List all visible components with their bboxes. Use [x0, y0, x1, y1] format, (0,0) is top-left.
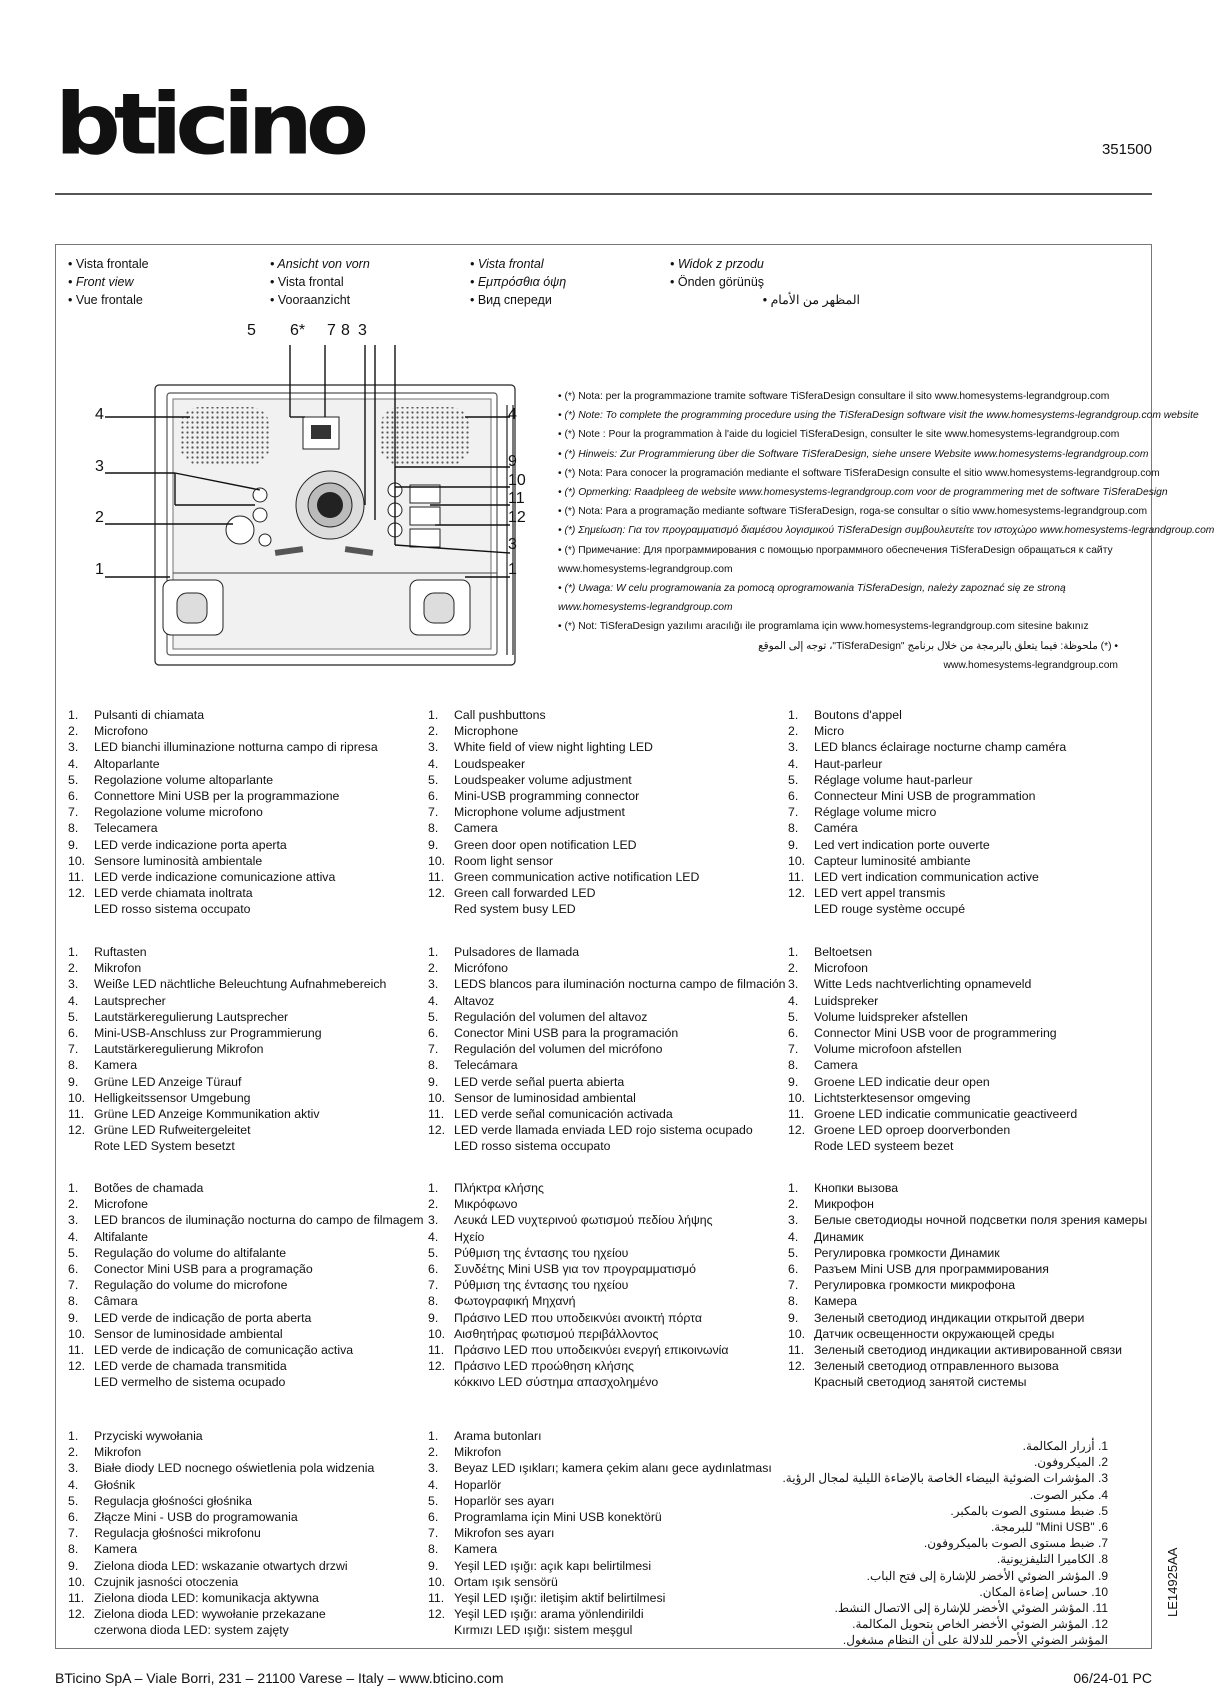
legend-item: 8. Kamera: [68, 1542, 138, 1557]
legend-item: 4. Loudspeaker: [428, 756, 526, 771]
legend-item: 12. Grüne LED Rufweitergeleitet: [68, 1123, 251, 1138]
front-view-caption: • Ansicht von vorn: [270, 257, 370, 271]
legend-item: 2. Mikrofon: [428, 1445, 502, 1460]
legend-item: 9. Zielona dioda LED: wskazanie otwartych drzwi: [68, 1558, 348, 1573]
programming-note: • (*) Note : Pour la programmation à l'aide du logiciel TiSferaDesign, consulter le site www.homesystems-legrandgroup.com: [558, 429, 1120, 441]
legend-item: 2. Microfoon: [788, 961, 868, 976]
legend-item: 8. Kamera: [68, 1058, 138, 1073]
legend-list-tr: [428, 1428, 773, 1639]
legend-item-continuation: czerwona dioda LED: system zajęty: [94, 1623, 289, 1638]
speaker-grille-right: [380, 407, 470, 465]
diagram-callout-number: 12: [508, 509, 526, 526]
front-view-caption: • Önden görünüş: [670, 275, 765, 289]
legend-item: 4. Głośnik: [68, 1477, 136, 1492]
legend-item: 6. Conector Mini USB para a programação: [68, 1262, 313, 1277]
legend-item: 6. Złącze Mini - USB do programowania: [68, 1510, 298, 1525]
legend-item: 6. Συνδέτης Mini USB για τον προγραμματισμό: [428, 1262, 696, 1277]
legend-list-it: [68, 707, 413, 918]
diagram-callout-number: 4: [508, 406, 517, 423]
legend-item: 5. Regolazione volume altoparlante: [68, 772, 274, 787]
legend-list-pl: [68, 1428, 413, 1639]
legend-item: 11. LED verde indicazione comunicazione attiva: [68, 870, 336, 885]
legend-item: 1. Beltoetsen: [788, 945, 873, 959]
legend-item-arabic: 2. الميكروفون.: [1033, 1455, 1108, 1470]
legend-item-arabic: 3. المؤشرات الضوئية البيضاء الخاصة بالإضاءة الليلية لمجال الرؤية.: [782, 1471, 1108, 1486]
legend-item: 6. Programlama için Mini USB konektörü: [428, 1510, 662, 1525]
diagram-callout-number: 7: [327, 322, 336, 339]
legend-item: 3. Beyaz LED ışıkları; kamera çekim alanı gece aydınlatması: [428, 1461, 772, 1476]
legend-item: 2. Micro: [788, 724, 845, 739]
legend-item: 11. Πράσινο LED που υποδεικνύει ενεργή επικοινωνία: [428, 1343, 729, 1358]
legend-item-arabic: 4. مكبر الصوت.: [1029, 1487, 1108, 1502]
front-view-caption-group: [670, 255, 860, 309]
diagram-callout-number: 11: [508, 490, 525, 507]
front-view-caption: • Vista frontal: [470, 257, 544, 271]
legend-item: 7. Réglage volume micro: [788, 805, 937, 820]
legend-item-continuation: LED rouge système occupé: [814, 902, 966, 917]
programming-note: • (*) Opmerking: Raadpleeg de website www.homesystems-legrandgroup.com voor de programmering met de software TiSferaDesign: [558, 487, 1168, 499]
diagram-callout-number: 1: [508, 561, 517, 578]
legend-item: 10. Helligkeitssensor Umgebung: [68, 1090, 251, 1105]
legend-item: 11. LED vert indication communication active: [788, 870, 1039, 885]
legend-item: 12. Groene LED oproep doorverbonden: [788, 1123, 1011, 1138]
legend-item: 12. LED verde de chamada transmitida: [68, 1359, 287, 1374]
legend-item: 10. Sensor de luminosidad ambiental: [428, 1090, 636, 1105]
legend-item: 2. Microfono: [68, 724, 148, 739]
legend-item: 10. Sensor de luminosidade ambiental: [68, 1326, 283, 1341]
legend-item-continuation: Красный светодиод занятой системы: [814, 1375, 1027, 1390]
programming-note: • (*) Nota: Para conocer la programación mediante el software TiSferaDesign consulte el sitio www.homesystems-legrandgroup.com: [558, 467, 1160, 479]
legend-item: 7. Regolazione volume microfono: [68, 805, 263, 820]
legend-item: 8. Telecámara: [428, 1058, 518, 1073]
legend-item: 10. Capteur luminosité ambiante: [788, 853, 971, 868]
legend-item: 5. Volume luidspreker afstellen: [788, 1009, 968, 1024]
microphone: [226, 516, 254, 544]
front-view-caption: • Vue frontale: [68, 293, 143, 307]
legend-list-ru: [788, 1180, 1148, 1391]
legend-item: 9. Зеленый светодиод индикации открытой двери: [788, 1310, 1085, 1325]
legend-item: 8. Camera: [428, 821, 498, 836]
legend-item-arabic: 11. المؤشر الضوئي الأخضر للإشارة إلى الاتصال النشط.: [834, 1601, 1108, 1616]
legend-item: 6. Mini-USB programming connector: [428, 789, 640, 804]
legend-item-continuation: κόκκινο LED σύστημα απασχολημένο: [454, 1375, 659, 1390]
legend-item: 4. Hoparlör: [428, 1477, 502, 1492]
legend-item: 12. LED vert appel transmis: [788, 886, 946, 901]
legend-item: 7. Ρύθμιση της έντασης του ηχείου: [428, 1278, 629, 1293]
legend-item: 10. Czujnik jasności otoczenia: [68, 1574, 239, 1589]
legend-item: 12. Zielona dioda LED: wywołanie przekazane: [68, 1607, 326, 1622]
legend-item: 10. Αισθητήρας φωτισμού περιβάλλοντος: [428, 1326, 659, 1341]
diagram-callout-number: 1: [95, 561, 104, 578]
legend-item: 1. Przyciski wywołania: [68, 1429, 203, 1443]
legend-item-arabic: المؤشر الضوئي الأحمر للدلالة على أن النظام مشغول.: [842, 1633, 1108, 1648]
legend-item: 5. Hoparlör ses ayarı: [428, 1493, 555, 1508]
legend-item: 12. Πράσινο LED προώθηση κλήσης: [428, 1359, 634, 1374]
legend-list-pt: [68, 1180, 424, 1391]
legend-item-continuation: Red system busy LED: [454, 902, 576, 917]
legend-list-en: [428, 707, 773, 918]
front-view-diagram: [55, 345, 585, 685]
legend-item: 12. LED verde chiamata inoltrata: [68, 886, 253, 901]
legend-item: 9. LED verde señal puerta abierta: [428, 1074, 625, 1089]
legend-item-continuation: LED rosso sistema occupato: [454, 1139, 611, 1154]
legend-item: 5. Loudspeaker volume adjustment: [428, 772, 632, 787]
legend-item: 11. LED verde señal comunicación activada: [428, 1107, 673, 1122]
programming-note: • (*) Примечание: Для программирования с помощью программного обеспечения TiSferaDesign обращаться к сайту www.homesystems-legrandgroup.com: [558, 544, 1113, 575]
legend-item: 3. White field of view night lighting LED: [428, 740, 653, 755]
legend-item: 4. Luidspreker: [788, 993, 879, 1008]
legend-item: 6. Connecteur Mini USB de programmation: [788, 789, 1036, 804]
legend-item: 3. Λευκά LED νυχτερινού φωτισμού πεδίου λήψης: [428, 1213, 713, 1228]
legend-item: 9. Groene LED indicatie deur open: [788, 1074, 990, 1089]
legend-item-arabic: 7. ضبط مستوى الصوت بالميكروفون.: [923, 1536, 1108, 1551]
legend-item: 6. Connector Mini USB voor de programmering: [788, 1026, 1057, 1041]
legend-item: 5. Регулировка громкости Динамик: [788, 1245, 1000, 1260]
legend-item: 2. Microphone: [428, 724, 519, 739]
front-view-caption: • Вид спереди: [470, 293, 552, 307]
legend-item: 4. Haut-parleur: [788, 756, 883, 771]
product-code: 351500: [1101, 141, 1152, 158]
legend-item: 5. Réglage volume haut-parleur: [788, 772, 973, 787]
legend-item: 9. LED verde de indicação de porta aberta: [68, 1310, 312, 1325]
programming-note: • (*) Σημείωση: Για τον προγραμματισμό διαμέσου λογισμικού TiSferaDesign συμβουλευτείτε τον ιστοχώρο www.homesystems-legrandgroup.com: [558, 525, 1214, 537]
legend-item-arabic: 6. "Mini USB" للبرمجة.: [990, 1520, 1108, 1535]
legend-item-continuation: Kırmızı LED ışığı: sistem meşgul: [454, 1623, 633, 1638]
legend-item: 9. Grüne LED Anzeige Türauf: [68, 1074, 242, 1089]
legend-item: 1. Botões de chamada: [68, 1181, 204, 1195]
legend-item: 8. Câmara: [68, 1294, 138, 1309]
legend-item: 3. Białe diody LED nocnego oświetlenia pola widzenia: [68, 1461, 375, 1476]
legend-item: 10. Ortam ışık sensörü: [428, 1574, 558, 1589]
legend-item: 11. Green communication active notification LED: [428, 870, 700, 885]
legend-item: 9. LED verde indicazione porta aperta: [68, 837, 287, 852]
legend-list-de: [68, 944, 413, 1155]
front-view-caption: • Εμπρόσθια όψη: [470, 275, 567, 289]
legend-item: 1. Boutons d'appel: [788, 708, 902, 722]
legend-item: 12. Yeşil LED ışığı: arama yönlendirildi: [428, 1607, 644, 1622]
legend-item: 12. Зеленый светодиод отправленного вызова: [788, 1359, 1059, 1374]
legend-item: 11. Yeşil LED ışığı: iletişim aktif belirtilmesi: [428, 1591, 666, 1606]
front-view-caption: • Widok z przodu: [670, 257, 764, 271]
legend-item: 5. Regulação do volume do altifalante: [68, 1245, 287, 1260]
legend-item: 7. Regulação do volume do microfone: [68, 1278, 288, 1293]
legend-item-arabic: 1. أزرار المكالمة.: [1022, 1439, 1108, 1453]
legend-item: 7. Volume microfoon afstellen: [788, 1042, 962, 1057]
legend-item: 8. Φωτογραφική Μηχανή: [428, 1294, 576, 1309]
legend-list-el: [428, 1180, 773, 1391]
diagram-callout-number: 10: [508, 472, 526, 489]
header-divider: [55, 193, 1152, 195]
front-view-caption: • Front view: [68, 275, 134, 289]
legend-item: 4. Lautsprecher: [68, 993, 166, 1008]
legend-item: 9. Led vert indication porte ouverte: [788, 837, 990, 852]
legend-item: 11. Groene LED indicatie communicatie geactiveerd: [788, 1107, 1078, 1122]
legend-item: 10. Датчик освещенности окружающей среды: [788, 1326, 1055, 1341]
footer-revision: 06/24-01 PC: [1073, 1670, 1152, 1686]
legend-item: 11. Zielona dioda LED: komunikacja aktywna: [68, 1591, 319, 1606]
legend-item: 8. Caméra: [788, 821, 858, 836]
front-view-caption: • Vista frontal: [270, 275, 344, 289]
speaker-grille-left: [180, 407, 270, 465]
diagram-callout-number: 3: [508, 536, 517, 553]
diagram-callout-number: 6*: [290, 322, 306, 339]
legend-item: 7. Microphone volume adjustment: [428, 805, 625, 820]
diagram-callout-number: 5: [247, 322, 256, 339]
front-view-caption-group: [270, 255, 370, 309]
legend-item: 3. LEDS blancos para iluminación nocturna campo de filmación: [428, 977, 786, 992]
legend-item: 9. Yeşil LED ışığı: açık kapı belirtilmesi: [428, 1558, 652, 1573]
legend-item: 1. Arama butonları: [428, 1429, 542, 1443]
legend-item: 1. Pulsanti di chiamata: [68, 708, 205, 722]
legend-item: 8. Kamera: [428, 1542, 498, 1557]
legend-item-continuation: Rode LED systeem bezet: [814, 1139, 954, 1154]
programming-notes: [558, 387, 1214, 675]
diagram-callout-number: 3: [358, 322, 367, 339]
front-view-caption: المظهر من الأمام •: [762, 293, 860, 307]
front-view-caption-group: [68, 255, 149, 309]
programming-note: • (*) Not: TiSferaDesign yazılımı aracılığı ile programlama için www.homesystems-legrandgroup.com sitesine bakınız: [558, 621, 1089, 633]
arabic-legend: [760, 1438, 1108, 1649]
programming-note: • (*) Nota: Para a programação mediante software TiSferaDesign, roga-se consultar o sítio www.homesystems-legrandgroup.com: [558, 506, 1148, 518]
legend-item: 3. Weiße LED nächtliche Beleuchtung Aufnahmebereich: [68, 977, 387, 992]
footer-address: BTicino SpA – Viale Borri, 231 – 21100 Varese – Italy – www.bticino.com: [55, 1670, 504, 1686]
front-view-caption-group: [470, 255, 566, 309]
legend-item: 5. Regulacja głośności głośnika: [68, 1493, 252, 1508]
legend-item: 11. LED verde de indicação de comunicação activa: [68, 1343, 354, 1358]
front-view-caption: • Vooraanzicht: [270, 293, 351, 307]
programming-note-arabic: • (*) ملحوظة: فيما يتعلق بالبرمجة من خلال برنامج "TiSferaDesign"، توجه إلى الموقع: [758, 640, 1118, 652]
legend-item-arabic: 12. المؤشر الضوئي الأخضر الخاص بتحويل المكالمة.: [852, 1617, 1108, 1632]
bticino-logo: bticino: [55, 75, 363, 174]
legend-item: 9. Πράσινο LED που υποδεικνύει ανοικτή πόρτα: [428, 1310, 702, 1325]
legend-item-continuation: LED rosso sistema occupato: [94, 902, 251, 917]
programming-note: • (*) Note: To complete the programming procedure using the TiSferaDesign software visit the www.homesystems-legrandgroup.com website: [558, 410, 1199, 422]
legend-item: 2. Mikrofon: [68, 1445, 142, 1460]
camera-lens: [317, 492, 343, 518]
diagram-callout-number: 4: [95, 406, 104, 423]
legend-item: 1. Ruftasten: [68, 945, 147, 959]
legend-item-arabic: 8. الكاميرا التليفزيونية.: [996, 1552, 1108, 1567]
legend-item: 3. LED bianchi illuminazione notturna campo di ripresa: [68, 740, 378, 755]
diagram-callout-number: 9: [508, 453, 517, 470]
legend-item: 10. Sensore luminosità ambientale: [68, 853, 263, 868]
legend-item: 4. Динамик: [788, 1229, 864, 1244]
programming-note-arabic-url: www.homesystems-legrandgroup.com: [943, 659, 1118, 671]
legend-item: 12. Green call forwarded LED: [428, 886, 596, 901]
legend-item: 3. Белые светодиоды ночной подсветки поля зрения камеры: [788, 1213, 1148, 1228]
legend-item: 8. Telecamera: [68, 821, 158, 836]
legend-item: 3. Witte Leds nachtverlichting opnameveld: [788, 977, 1032, 992]
legend-item: 7. Mikrofon ses ayarı: [428, 1526, 555, 1541]
legend-item: 11. Grüne LED Anzeige Kommunikation aktiv: [68, 1107, 320, 1122]
legend-item: 2. Microfone: [68, 1197, 148, 1212]
legend-item: 5. Regulación del volumen del altavoz: [428, 1009, 648, 1024]
legend-item: 7. Regulacja głośności mikrofonu: [68, 1526, 261, 1541]
legend-item: 1. Pulsadores de llamada: [428, 945, 580, 959]
legend-item: 6. Conector Mini USB para la programación: [428, 1026, 679, 1041]
legend-item-arabic: 9. المؤشر الضوئي الأخضر للإشارة إلى فتح الباب.: [866, 1568, 1108, 1583]
legend-item-arabic: 10. حساس إضاءة المكان.: [979, 1584, 1108, 1599]
legend-item: 11. Зеленый светодиод индикации активированной связи: [788, 1343, 1123, 1358]
legend-item: 8. Камера: [788, 1294, 857, 1309]
legend-item: 1. Πλήκτρα κλήσης: [428, 1181, 544, 1195]
legend-list-fr: [788, 707, 1133, 918]
legend-item: 2. Микрофон: [788, 1197, 874, 1212]
legend-item: 4. Ηχείο: [428, 1229, 485, 1244]
legend-item: 6. Разъем Mini USB для программирования: [788, 1262, 1049, 1277]
legend-item: 10. Lichtsterktesensor omgeving: [788, 1090, 971, 1105]
document-code: LE14925AA: [1165, 1547, 1180, 1617]
legend-item: 6. Connettore Mini USB per la programmazione: [68, 789, 340, 804]
front-view-caption: • Vista frontale: [68, 257, 149, 271]
legend-list-nl: [788, 944, 1133, 1155]
legend-item-arabic: 5. ضبط مستوى الصوت بالمكبر.: [950, 1503, 1108, 1518]
legend-item: 4. Altoparlante: [68, 756, 160, 771]
legend-item: 12. LED verde llamada enviada LED rojo sistema ocupado: [428, 1123, 753, 1138]
legend-item: 1. Call pushbuttons: [428, 708, 546, 722]
legend-item: 3. LED brancos de iluminação nocturna do campo de filmagem: [68, 1213, 424, 1228]
diagram-callout-number: 8: [341, 322, 350, 339]
legend-item: 8. Camera: [788, 1058, 858, 1073]
diagram-callout-number: 2: [95, 509, 104, 526]
legend-item: 9. Green door open notification LED: [428, 837, 637, 852]
legend-item-continuation: LED vermelho de sistema ocupado: [94, 1375, 286, 1390]
programming-note: • (*) Hinweis: Zur Programmierung über die Software TiSferaDesign, siehe unsere Website www.homesystems-legrandgroup.com: [558, 448, 1149, 460]
legend-item-continuation: Rote LED System besetzt: [94, 1139, 235, 1154]
legend-item: 7. Lautstärkeregulierung Mikrofon: [68, 1042, 264, 1057]
legend-item: 4. Altifalante: [68, 1229, 149, 1244]
legend-item: 2. Μικρόφωνο: [428, 1197, 518, 1212]
legend-item: 5. Ρύθμιση της έντασης του ηχείου: [428, 1245, 629, 1260]
legend-item: 6. Mini-USB-Anschluss zur Programmierung: [68, 1026, 322, 1041]
legend-item: 2. Mikrofon: [68, 961, 142, 976]
legend-item: 5. Lautstärkeregulierung Lautsprecher: [68, 1009, 289, 1024]
legend-item: 7. Regulación del volumen del micrófono: [428, 1042, 663, 1057]
programming-note: • (*) Uwaga: W celu programowania za pomocą oprogramowania TiSferaDesign, należy zapoznać się ze stroną www.homesystems-legrandgroup.com: [558, 583, 1066, 614]
programming-note: • (*) Nota: per la programmazione tramite software TiSferaDesign consultare il sito www.homesystems-legrandgroup.com: [558, 391, 1110, 402]
diagram-callout-number: 3: [95, 458, 104, 475]
legend-item: 1. Кнопки вызова: [788, 1181, 899, 1195]
legend-item: 10. Room light sensor: [428, 853, 554, 868]
legend-item: 3. LED blancs éclairage nocturne champ caméra: [788, 740, 1067, 755]
legend-item: 7. Регулировка громкости микрофона: [788, 1278, 1016, 1293]
legend-item: 4. Altavoz: [428, 993, 495, 1008]
legend-item: 2. Micrófono: [428, 961, 508, 976]
legend-list-es: [428, 944, 786, 1155]
